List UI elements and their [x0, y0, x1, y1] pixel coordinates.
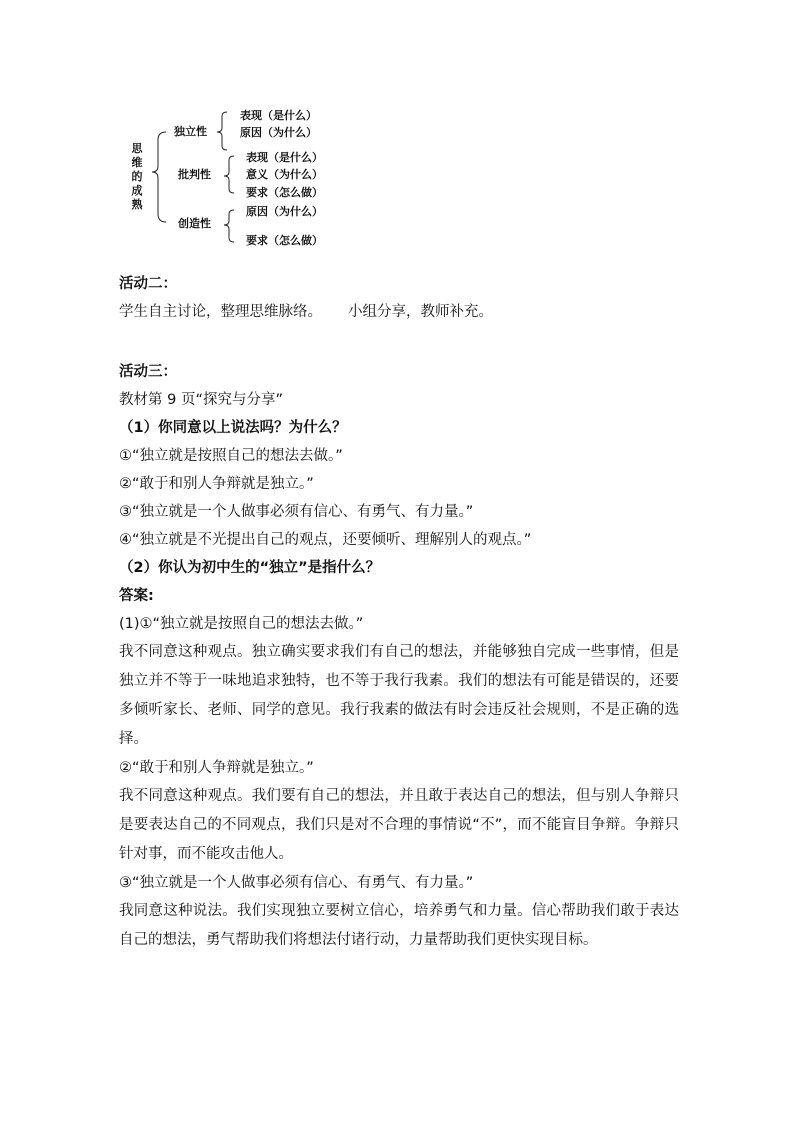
activity2-text-b: 小组分享，教师补充。	[348, 304, 493, 320]
mind-map-root: 思维的成熟	[131, 142, 143, 211]
branch-independence: 独立性	[174, 125, 207, 138]
answer-explanation-2: 我不同意这种观点。我们要有自己的想法，并且敢于表达自己的想法，但与别人争辩只是要表达自己的不同观点，我们只是对不合理的事情说“不”，而不能盲目争辩。争辩只针对事，而不能攻击他人。	[119, 788, 679, 862]
answer-explanation-1: 我不同意这种观点。独立确实要求我们有自己的想法，并能够独自完成一些事情，但是独立并不等于一味地追求独特，也不等于我行我素。我们的想法有可能是错误的，还要多倾听家长、老师、同学的意见。我行我素的做法有时会违反社会规则，不是正确的选择。	[119, 644, 679, 747]
branch-item: 原因（为什么）	[246, 205, 323, 218]
branch-item: 意义（为什么）	[246, 168, 323, 181]
branch-item: 表现（是什么）	[246, 151, 323, 164]
brace-creative	[224, 210, 234, 242]
statement-1: ①“独立就是按照自己的想法去做。”	[119, 448, 343, 464]
activity3-source: 教材第 9 页“探究与分享”	[119, 392, 283, 408]
answer-heading: 答案:	[119, 588, 154, 604]
answer-statement-3: ③“独立就是一个人做事必须有信心、有勇气、有力量。”	[119, 875, 474, 891]
branch-item: 要求（怎么做）	[246, 234, 323, 247]
branch-item: 原因（为什么）	[240, 126, 317, 139]
activity3-heading: 活动三：	[119, 364, 177, 380]
brace-critical	[224, 156, 234, 193]
mind-map	[0, 0, 794, 260]
statement-3: ③“独立就是一个人做事必须有信心、有勇气、有力量。”	[119, 504, 474, 520]
branch-creative: 创造性	[178, 217, 211, 230]
activity2-heading: 活动二：	[119, 276, 177, 292]
mind-map-brackets	[0, 0, 794, 260]
branch-critical: 批判性	[178, 168, 211, 181]
root-brace	[152, 132, 166, 222]
answer-statement-1: (1)①“独立就是按照自己的想法去做。”	[119, 616, 364, 632]
statement-2: ②“敢于和别人争辩就是独立。”	[119, 476, 314, 492]
question-2: （2）你认为初中生的“独立”是指什么？	[119, 560, 381, 576]
branch-item: 要求（怎么做）	[246, 186, 323, 199]
document-body	[119, 270, 679, 955]
activity2-text-a: 学生自主讨论，整理思维脉络。	[119, 304, 322, 320]
question-1: （1）你同意以上说法吗？为什么？	[119, 420, 347, 436]
activity2-text	[119, 298, 679, 326]
answer-statement-2: ②“敢于和别人争辩就是独立。”	[119, 760, 314, 776]
spacer	[119, 326, 679, 358]
statement-4: ④“独立就是不光提出自己的观点，还要倾听、理解别人的观点。”	[119, 532, 532, 548]
answer-explanation-3: 我同意这种说法。我们实现独立要树立信心，培养勇气和力量。信心帮助我们敢于表达自己的想法，勇气帮助我们将想法付诸行动，力量帮助我们更快实现目标。	[119, 903, 679, 948]
branch-item: 表现（是什么）	[240, 109, 317, 122]
brace-independence	[217, 112, 227, 150]
